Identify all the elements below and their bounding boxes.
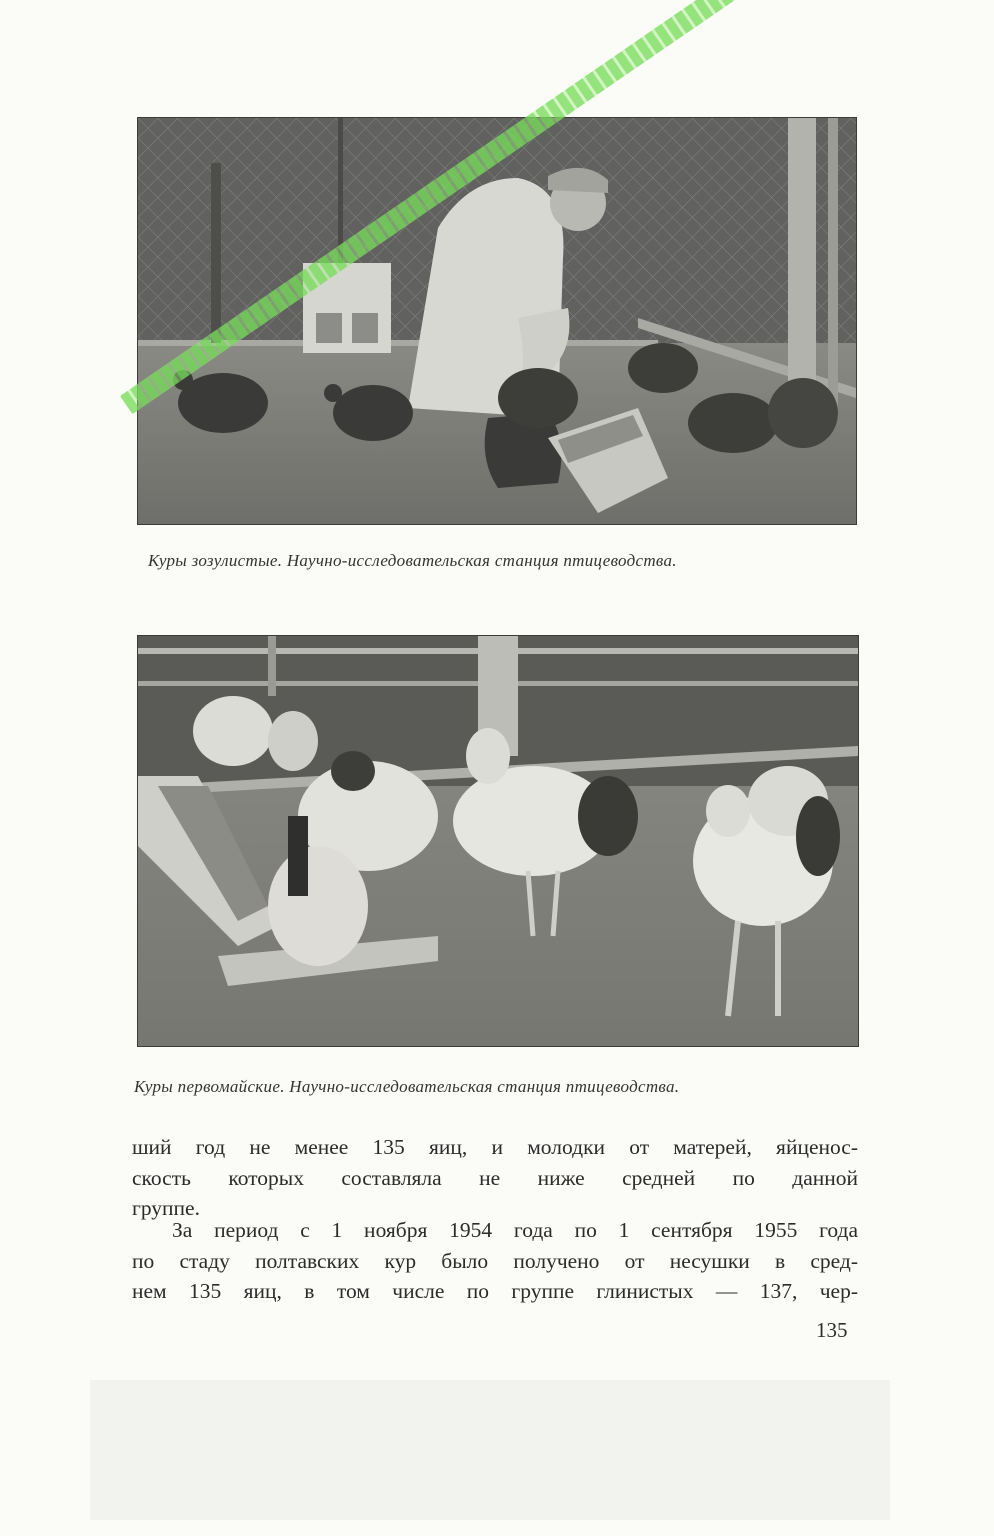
text-line: скость которых составляла не ниже средней по данной (132, 1165, 858, 1190)
paragraph-2 (132, 1215, 858, 1307)
photo-pervomaiskie-hens-image (138, 636, 858, 1046)
text-line: по стаду полтавских кур было получено от несушки в сред- (132, 1248, 858, 1273)
page-number: 135 (816, 1318, 848, 1342)
figure-caption-2: Куры первомайские. Научно-исследовательская станция птицеводства. (134, 1077, 680, 1096)
text-line: нем 135 яиц, в том числе по группе глинистых — 137, чер- (132, 1279, 858, 1303)
photo-woman-feeding-hens (137, 117, 857, 525)
text-line: За период с 1 ноября 1954 года по 1 сентября 1955 года (172, 1218, 858, 1242)
figure-caption-1: Куры зозулистые. Научно-исследовательская станция птицеводства. (148, 551, 677, 570)
text-line: группе. (132, 1196, 200, 1220)
photo-pervomaiskie-hens (137, 635, 859, 1047)
scan-shade (90, 1380, 890, 1520)
paragraph-1 (132, 1132, 858, 1224)
text-line: ший год не менее 135 яиц, и молодки от матерей, яйценос- (132, 1135, 858, 1159)
photo-woman-feeding-hens-image (138, 118, 856, 524)
